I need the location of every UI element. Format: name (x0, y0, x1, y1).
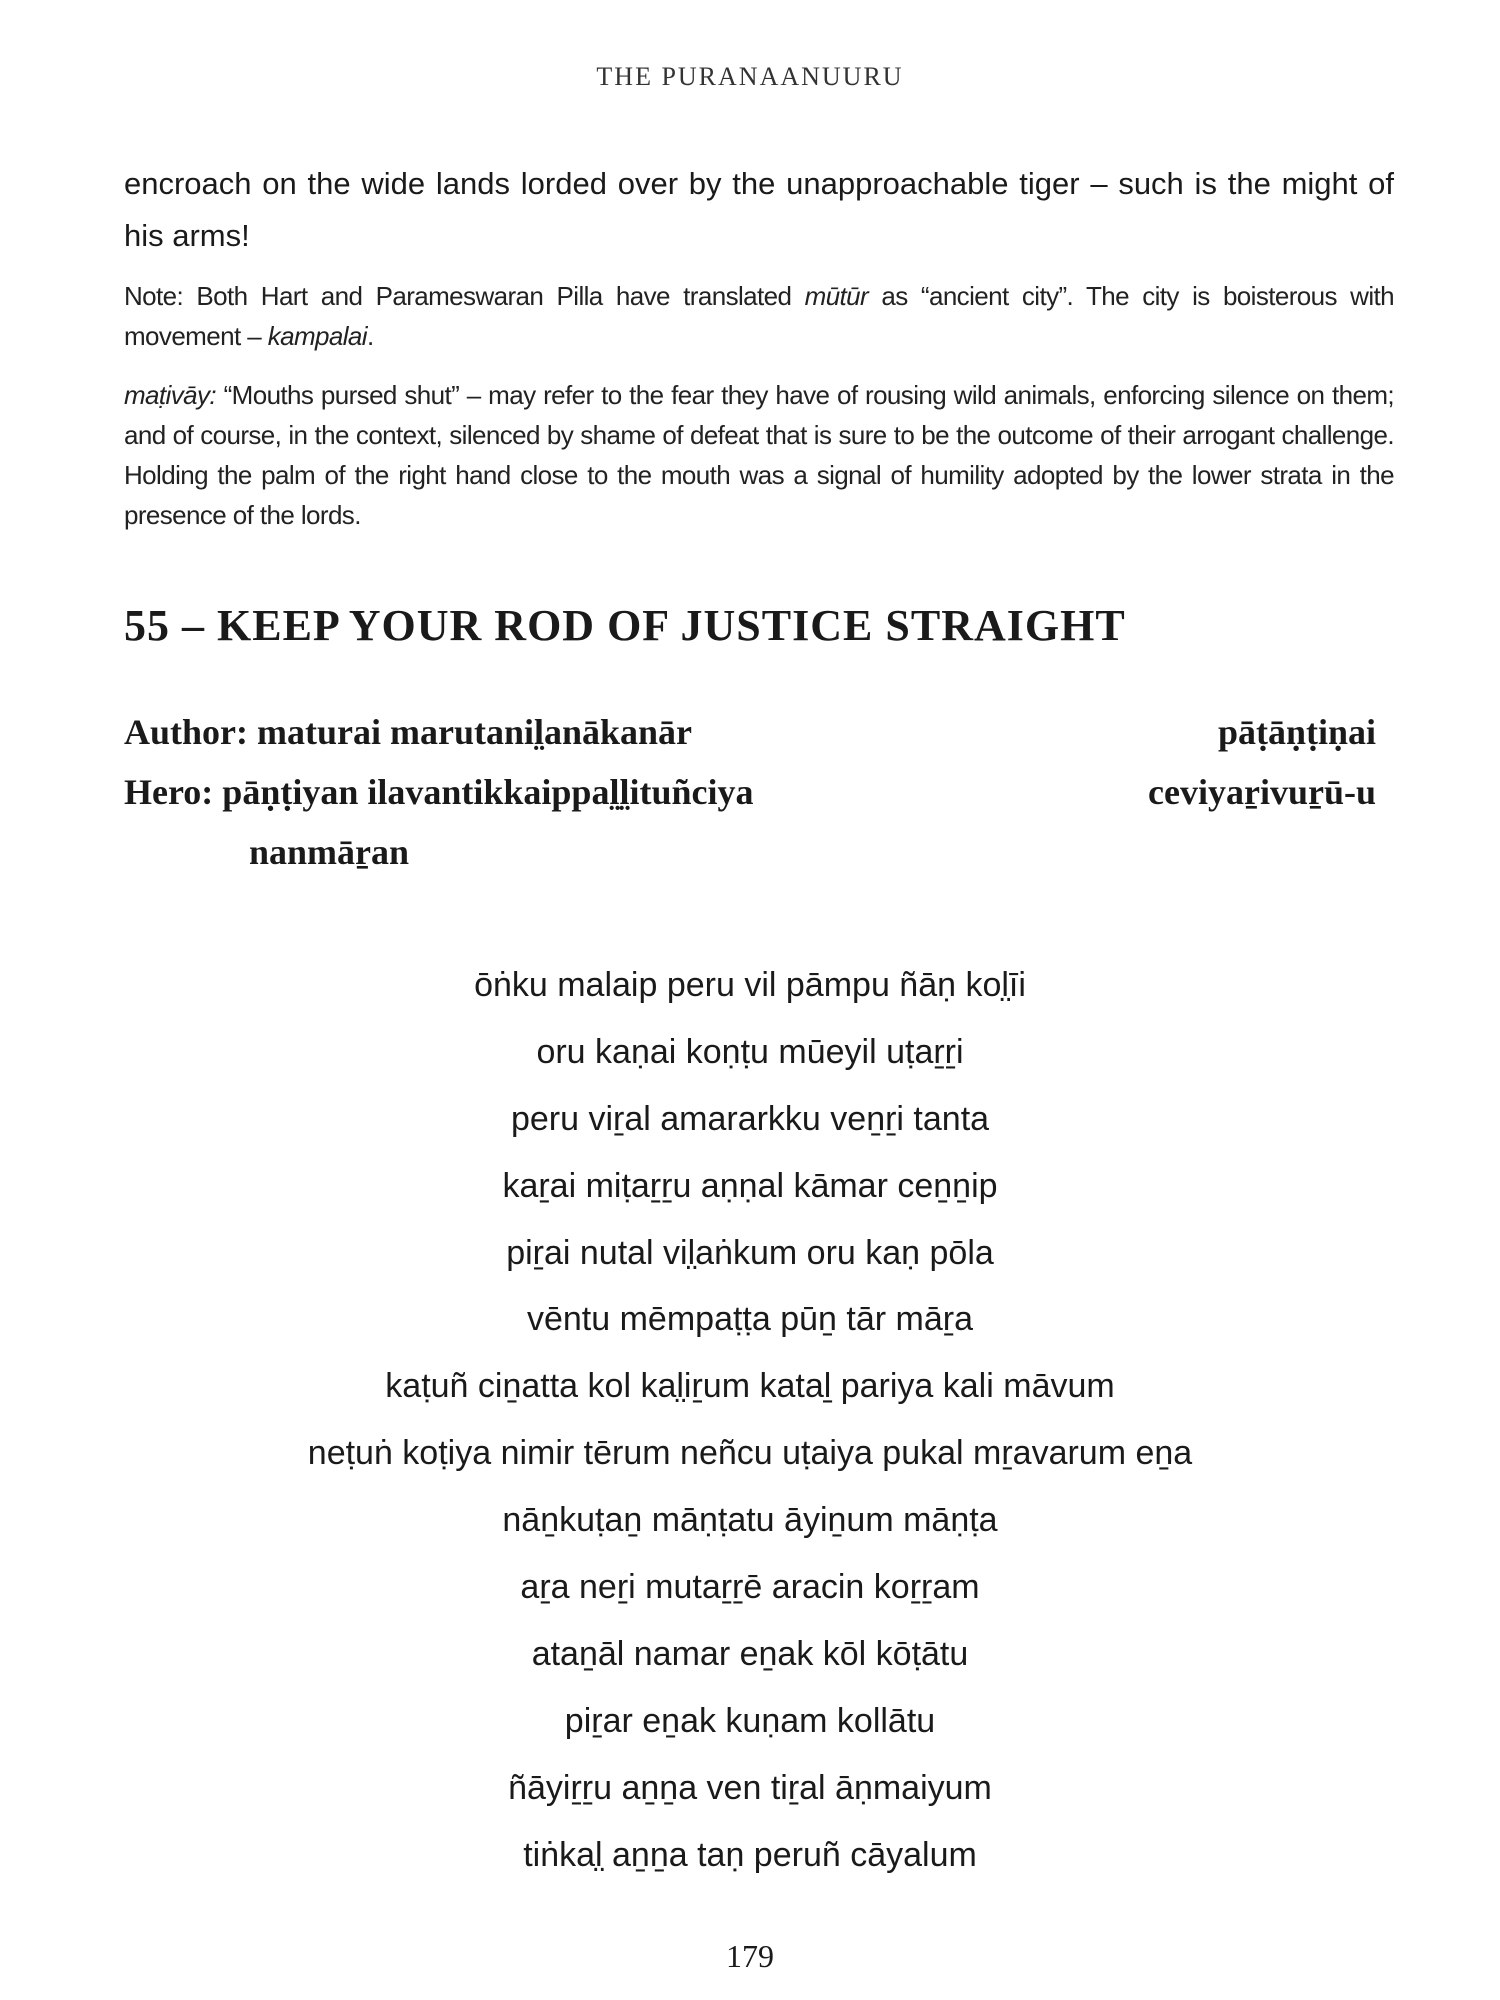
hero-line-continued: nanmāṟan (249, 832, 410, 872)
verse-line: piṟai nutal vil̤aṅkum oru kaṇ pōla (506, 1233, 994, 1272)
prose-paragraph: encroach on the wide lands lorded over by the unapproachable tiger – such is the might of his arms! (124, 166, 1394, 253)
hero-continuation-row (124, 822, 1376, 882)
verse-line: vēntu mēmpaṭṭa pūṉ tār māṟa (526, 1300, 973, 1339)
author-row (124, 702, 1376, 762)
verse-line: tiṅkal̤ aṉṉa taṇ peruñ cāyalum (523, 1835, 977, 1874)
poem-metadata (124, 702, 1376, 882)
verse-line: kaṟai miṭaṟṟu aṇṇal kāmar ceṉṉip (502, 1166, 998, 1205)
note-term: maṭivāy: (124, 380, 217, 410)
note-translation (124, 276, 1394, 356)
hero-row (124, 762, 1376, 822)
author-line: Author: maturai marutanil̤anākanār (124, 712, 693, 752)
note-term: kampalai (267, 321, 367, 351)
turai-label: ceviyaṟivuṟū-u (1148, 772, 1376, 812)
note-text: Note: Both Hart and Parameswaran Pilla have translated (124, 281, 805, 311)
verse-line: ñāyiṟṟu aṉṉa ven tiṟal āṇmaiyum (508, 1768, 992, 1807)
hero-line: Hero: pāṇṭiyan ilavantikkaippal̤l̤ituñciya (124, 772, 754, 812)
verse-line: aṟa neṟi mutaṟṟē aracin koṟṟam (520, 1568, 980, 1607)
note-text: “Mouths pursed shut” – may refer to the fear they have of rousing wild animals, enforcing silence on them; and of course, in the context, silenced by shame of defeat that is sure to be the outcome of their arrogant challenge. Holding the palm of the right hand close to the mouth was a signal of humility adopted by the lower strata in the presence of the lords. (124, 380, 1394, 530)
verse-line: piṟar eṉak kuṇam kollātu (564, 1701, 936, 1740)
page-number: 179 (726, 1938, 774, 1974)
running-head: THE PURANAANUURU (596, 62, 904, 91)
poem-verse (0, 952, 1500, 1888)
verse-line: neṭuṅ koṭiya nimir tērum neñcu uṭaiya pukal mṟavarum eṉa (307, 1434, 1193, 1473)
verse-line: peru viṟal amararkku veṉṟi tanta (510, 1099, 990, 1138)
note-mativay (124, 375, 1394, 535)
verse-line: oru kaṇai koṇṭu mūeyil uṭaṟṟi (536, 1032, 964, 1071)
verse-line: nāṉkuṭaṉ māṇṭatu āyiṉum māṇṭa (502, 1501, 998, 1540)
note-text: . (366, 321, 374, 351)
verse-line: kaṭuñ ciṉatta kol kal̤iṟum kataḻ pariya kali māvum (385, 1367, 1115, 1406)
verse-line: ataṉāl namar eṉak kōl kōṭātu (531, 1634, 969, 1673)
verse-line: ōṅku malaip peru vil pāmpu ñāṇ kol̤īi (474, 966, 1026, 1004)
thinai-label: pāṭāṇṭiṇai (1217, 712, 1376, 752)
poem-heading: 55 – KEEP YOUR ROD OF JUSTICE STRAIGHT (124, 601, 1126, 650)
note-text: as “ancient city”. The city is boisterous with movement – (124, 281, 1395, 351)
note-term: mūtūr (804, 281, 869, 311)
